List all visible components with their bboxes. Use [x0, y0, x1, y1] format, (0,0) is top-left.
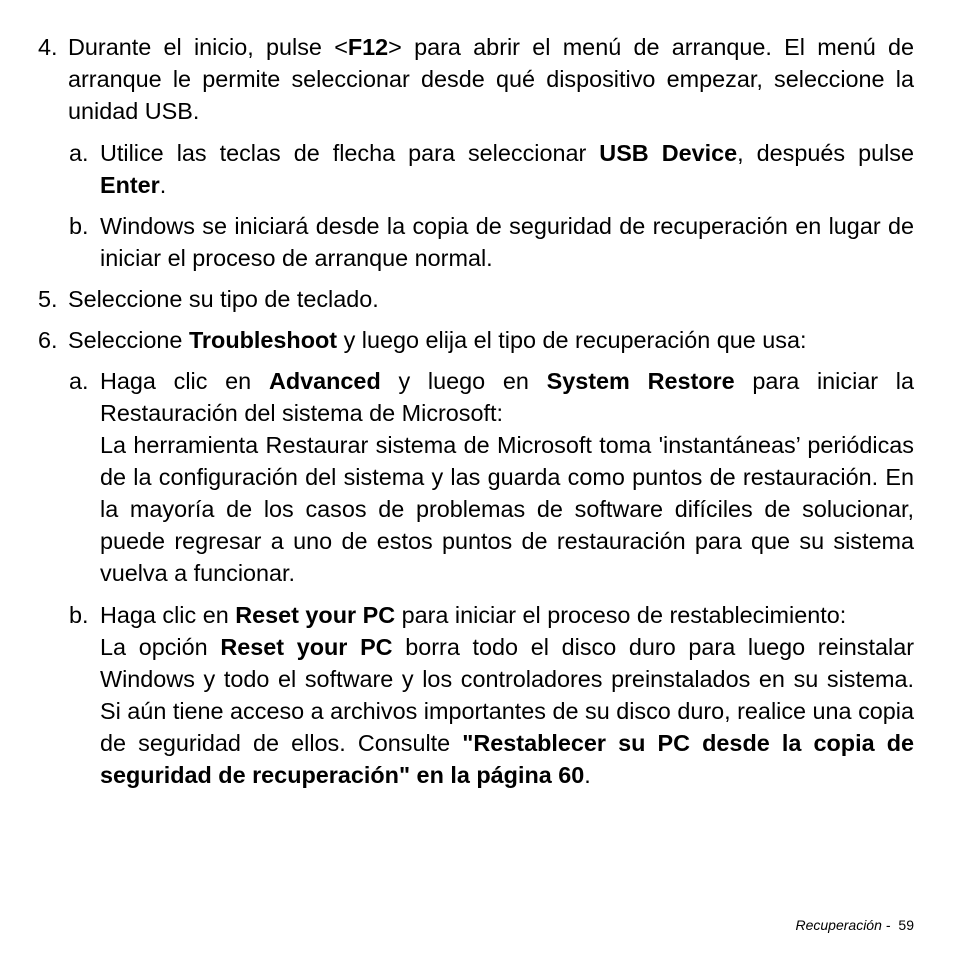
step-4b-letter: b.: [69, 213, 89, 239]
step-4-number: 4.: [38, 34, 58, 60]
step-5-text: Seleccione su tipo de teclado.: [68, 286, 379, 312]
step-6-text: Seleccione Troubleshoot y luego elija el tipo de recuperación que usa:: [68, 327, 807, 353]
troubleshoot-label: Troubleshoot: [188, 327, 338, 353]
system-restore-label: System Restore: [546, 368, 735, 394]
reset-your-pc-label: Reset your PC: [235, 602, 396, 628]
step-4b-text: Windows se iniciará desde la copia de seguridad de recuperación en lugar de iniciar el proceso de arranque normal.: [100, 213, 914, 271]
reset-your-pc-label-2: Reset your PC: [220, 634, 393, 660]
step-6a-description: La herramienta Restaurar sistema de Microsoft toma 'instantáneas’ periódicas de la configuración del sistema y las guarda como puntos de restauración. En la mayoría de los casos de problemas de software difíciles de solucionar, puede regresar a uno de estos puntos de restauración para que su sistema vuelva a funcionar.: [100, 432, 914, 586]
advanced-label: Advanced: [268, 368, 381, 394]
step-6b: [69, 599, 914, 791]
step-6a-text: Haga clic en Advanced y luego en System Restore para iniciar la Restauración del sistema de Microsoft:: [100, 368, 915, 426]
usb-device-label: USB Device: [599, 140, 738, 166]
step-4: [38, 31, 914, 127]
step-6-number: 6.: [38, 327, 58, 353]
enter-key: Enter: [100, 172, 160, 198]
step-4-text: Durante el inicio, pulse <F12> para abrir el menú de arranque. El menú de arranque le permite seleccionar desde qué dispositivo empezar, seleccione la unidad USB.: [68, 34, 914, 124]
step-6b-text: Haga clic en Reset your PC para iniciar el proceso de restablecimiento:: [100, 602, 847, 628]
step-6a: [69, 365, 915, 589]
step-5-number: 5.: [38, 286, 58, 312]
page-number: 59: [898, 917, 914, 933]
step-6b-description: La opción Reset your PC borra todo el disco duro para luego reinstalar Windows y todo el software y los controladores preinstalados en su sistema. Si aún tiene acceso a archivos importantes de su disco duro, realice una copia de seguridad de ellos. Consulte "Restablecer su PC desde la copia de seguridad de recuperación" en la página 60.: [100, 634, 914, 788]
step-6: [38, 324, 914, 356]
cross-reference-link: "Restablecer su PC desde la copia de seguridad de recuperación" en la página 60: [100, 730, 914, 788]
step-6b-letter: b.: [69, 602, 89, 628]
step-6a-letter: a.: [69, 368, 89, 394]
step-4a-letter: a.: [69, 140, 89, 166]
step-4a: [69, 137, 914, 201]
step-4a-text: Utilice las teclas de flecha para seleccionar USB Device, después pulse Enter.: [100, 140, 914, 198]
step-4b: [69, 210, 914, 274]
footer-section-title: Recuperación -: [795, 917, 891, 933]
page-footer: [795, 917, 914, 933]
step-5: [38, 283, 914, 315]
f12-key: F12: [347, 34, 389, 60]
